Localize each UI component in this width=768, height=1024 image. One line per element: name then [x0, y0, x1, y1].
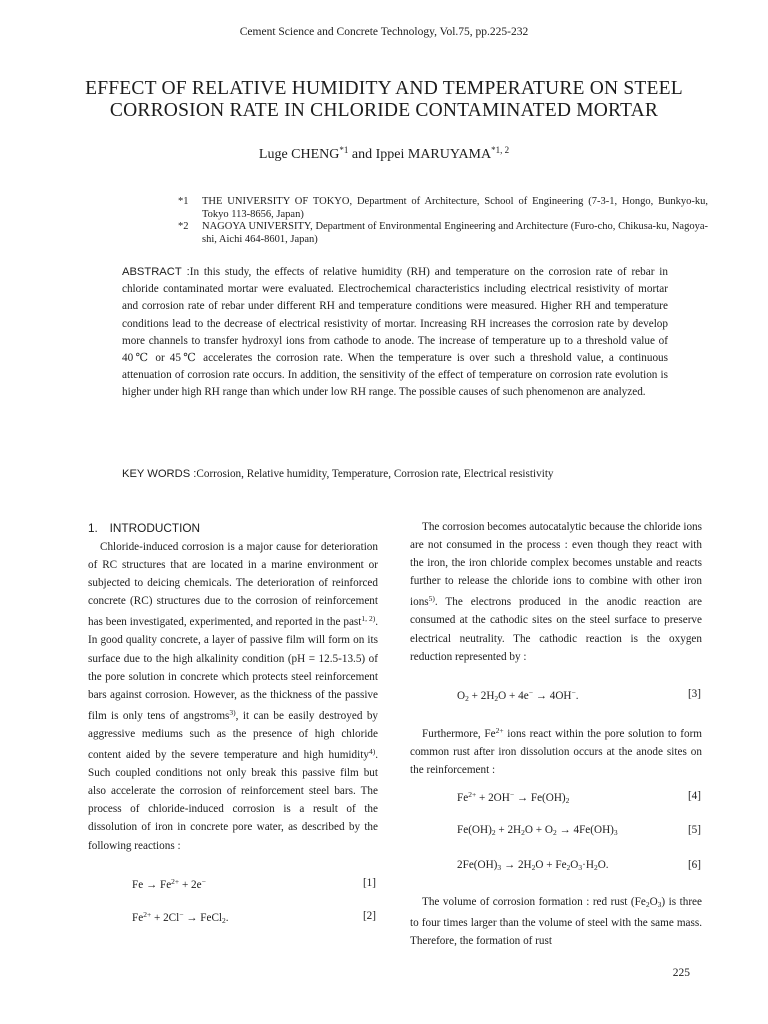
- author-2-mark: *1, 2: [491, 145, 510, 155]
- equation-2: [132, 910, 376, 926]
- equation-number-3: [3]: [687, 688, 701, 700]
- eq-term: + 2H: [468, 690, 495, 702]
- section-heading-introduction: 1. INTRODUCTION: [88, 521, 201, 535]
- eq-term: .: [575, 690, 579, 702]
- eq-term: O: [457, 690, 466, 702]
- author-1: Luge CHENG: [258, 147, 340, 162]
- author-1-mark: *1: [339, 145, 349, 155]
- abstract-text: In this study, the effects of relative humidity (RH) and temperature on the corrosion rate of rebar in chloride contaminated mortar were evaluated. Electrochemical characteristics including electrical resistivity of mortar and corrosion rate of rebar under different RH and temperature conditions were measured. Higher RH and temperature conditions lead to the decrease of electrical resistivity of mortar. Increasing RH increases the corrosion rate by develop more channels to transfer hydroxyl ions from cathode to anode. The increase of temperature up to a threshold value of 40℃ or 45℃ accelerates the corrosion rate. When the temperature is over such a threshold value, a continuous attenuation of corrosion rate occurs. In addition, the sensitivity of the effect of temperature on corrosion rate evolution is higher under high RH range than which under low RH range. The possible causes of such phenomenon are analyzed.: [122, 266, 668, 399]
- eq-sup: 2+: [143, 910, 152, 919]
- formula-sub: 3: [657, 900, 662, 909]
- eq-term: O.: [597, 859, 609, 871]
- equation-number-2: [2]: [362, 910, 376, 922]
- eq-sup: −: [571, 688, 576, 697]
- formula-sub: 2: [645, 900, 650, 909]
- eq-sup: 2+: [468, 790, 477, 799]
- eq-term: O + Fe: [535, 859, 567, 871]
- eq-sup: −: [509, 790, 515, 799]
- author-list: [0, 145, 768, 163]
- equation-6: [457, 859, 701, 875]
- eq-sub: 2: [494, 694, 499, 703]
- author-2: Ippei MARUYAMA: [375, 147, 492, 162]
- journal-header: Cement Science and Concrete Technology, Vol.75, pp.225-232: [239, 26, 529, 38]
- equation-number-5: [5]: [687, 824, 701, 836]
- eq-term: → FeCl: [183, 912, 223, 924]
- text-run: . In good quality concrete, a layer of passive film will form on its surface due to the high alkalinity condition (pH = 12.5-13.5) of the pore solution in concrete which protects steel reinforcement bars against corrosion. However, as the thickness of the passive film is only tens of angstroms: [88, 616, 378, 722]
- affiliation-1-tag: *1: [178, 196, 189, 207]
- keywords-text: Corrosion, Relative humidity, Temperature, Corrosion rate, Electrical resistivity: [196, 468, 554, 480]
- equation-3: [457, 688, 701, 704]
- intro-paragraph-right-3: [410, 893, 702, 950]
- eq-sup: −: [528, 688, 533, 697]
- text-run: . The electrons produced in the anodic reaction are consumed at the cathodic sites on the steel surface to preserve electrical neutrality. The cathodic reaction is the oxygen reduction represented by :: [410, 596, 702, 663]
- eq-term: → Fe(OH): [514, 792, 566, 804]
- eq-term: → 2H: [501, 859, 532, 871]
- eq-sub: 2: [552, 828, 557, 837]
- eq-sub: 2: [565, 796, 570, 805]
- text-run: ) is three to four times larger than the volume of steel with the same mass. Therefore, the formation of rust: [410, 896, 702, 948]
- intro-paragraph-right-1: [410, 518, 702, 666]
- citation-4: 4): [368, 747, 376, 757]
- equation-1: [132, 877, 376, 893]
- affiliation-1: [178, 196, 708, 221]
- eq-sub: 2: [593, 863, 598, 872]
- paper-title: [40, 78, 728, 122]
- affiliation-2-tag: *2: [178, 221, 189, 232]
- eq-term: + 2Cl: [151, 912, 180, 924]
- eq-sub: 3: [578, 863, 583, 872]
- intro-paragraph-right-2: [410, 722, 702, 779]
- eq-term: → 4Fe(OH): [556, 824, 614, 836]
- eq-sub: 2: [566, 863, 571, 872]
- eq-term: → 4OH: [532, 690, 572, 702]
- eq-term: Fe(OH): [457, 824, 492, 836]
- eq-term: Fe: [132, 912, 144, 924]
- eq-sub: 3: [497, 863, 502, 872]
- eq-term: + 2H: [495, 824, 522, 836]
- eq-term: + 2OH: [476, 792, 510, 804]
- intro-paragraph-left: [88, 538, 378, 855]
- title-line-2: CORROSION RATE IN CHLORIDE CONTAMINATED MORTAR: [109, 100, 659, 121]
- equation-number-4: [4]: [687, 790, 701, 802]
- keywords: [122, 468, 668, 480]
- eq-sub: 2: [222, 916, 226, 925]
- text-run: ions react within the pore solution to form common rust after iron dissolution occurs at the anode sites on the reinforcement :: [410, 728, 703, 777]
- ion-charge: 2+: [495, 726, 504, 735]
- affiliation-1-text: THE UNIVERSITY OF TOKYO, Department of Architecture, School of Engineering (7-3-1, Hongo, Bunkyo-ku, Tokyo 113-8656, Japan): [202, 196, 708, 220]
- equation-5: [457, 824, 701, 840]
- eq-term: O + 4e: [498, 690, 529, 702]
- eq-term: O: [570, 859, 579, 871]
- eq-sup: −: [201, 877, 206, 886]
- title-line-1: EFFECT OF RELATIVE HUMIDITY AND TEMPERATURE ON STEEL: [85, 78, 683, 99]
- equation-number-6: [6]: [687, 859, 701, 871]
- keywords-label: KEY WORDS :: [122, 468, 197, 480]
- equation-number-1: [1]: [362, 877, 376, 889]
- author-joiner: and: [348, 147, 376, 162]
- affiliation-2: [178, 221, 708, 246]
- eq-term: 2Fe(OH): [457, 859, 498, 871]
- citation-3: 3): [229, 707, 236, 717]
- eq-term: O + O: [524, 824, 553, 836]
- eq-term: + 2e: [179, 879, 202, 891]
- eq-sup: 2+: [171, 877, 180, 886]
- eq-term: Fe → Fe: [132, 879, 172, 891]
- text-run: O: [649, 896, 658, 908]
- eq-sub: 2: [531, 863, 536, 872]
- eq-sub: 2: [465, 694, 469, 703]
- eq-term: Fe: [457, 792, 469, 804]
- page-number: 225: [672, 967, 690, 979]
- eq-sub: 2: [521, 828, 525, 837]
- equation-4: [457, 790, 701, 806]
- abstract: [122, 264, 668, 402]
- text-run: Furthermore, Fe: [422, 728, 496, 740]
- citation-1-2: 1, 2): [361, 614, 376, 624]
- text-run: . Such coupled conditions not only break this passive film but also accelerate the corrosion of reinforcement steel bars. The process of chloride-induced corrosion is a result of the dissolution of iron in concrete pore water, as described by the following reactions :: [88, 749, 378, 852]
- eq-sub: 2: [491, 828, 496, 837]
- abstract-label: ABSTRACT :: [122, 266, 190, 278]
- eq-sup: −: [179, 910, 184, 919]
- text-run: The corrosion becomes autocatalytic because the chloride ions are not consumed in the process : even though they react with the iron, the iron chloride complex becomes unstable and reacts further to release the chloride ions to combine with other iron ions: [410, 521, 702, 609]
- eq-term: .: [225, 912, 229, 924]
- text-run: Chloride-induced corrosion is a major cause for deterioration of RC structures that are located in a marine environment or subjected to deicing chemicals. The deterioration of reinforced concrete (RC) structures due to the corrosion of reinforcement has been investigated, experimented, and reported in the past: [88, 541, 378, 629]
- citation-5: 5): [428, 594, 435, 604]
- text-run: The volume of corrosion formation : red rust (Fe: [422, 896, 646, 908]
- text-run: , it can be easily destroyed by aggressive mediums such as the presence of high chloride content aided by the severe temperature and high humidity: [88, 709, 379, 762]
- eq-sub: 3: [613, 828, 618, 837]
- eq-term: ·H: [582, 859, 594, 871]
- affiliation-2-text: NAGOYA UNIVERSITY, Department of Environmental Engineering and Architecture (Furo-cho, Chikusa-ku, Nagoya-shi, Aichi 464-8601, Japan): [202, 221, 708, 245]
